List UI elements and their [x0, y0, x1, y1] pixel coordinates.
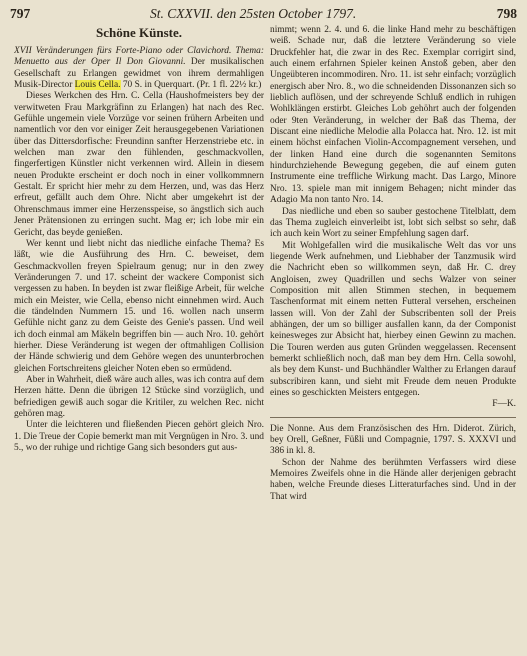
left-paragraph-2: Wer kennt und liebt nicht das niedliche einfache Thema? Es läßt, wie die Ausführung des Hrn. C. beweiset, dem Geschmackvollen freyen Spielraum genug; nur in den zwey Veränderungen 7. und 17. scheint der wackere Componist sich vergessen zu haben. In beyden ist zwar fleißige Arbeit, für welche mich ein Meister, wie Cella, ebenso nicht einnehmen wird. Auch die tändelnden Nummern 15. und 16. wollen nach unserm Gefühle nicht ganz zu dem Geiste des Genie's passen. Und weil ich doch einmal am Mäkeln begriffen bin — auch Nro. 10. gehört hierher. Diese Veränderung ist wegen der oftmahligen Collision der Hände schwierig und dem Gehöre wegen des ununterbrochen gleichen Fortschreitens gleicher Noten eben so ermüdend.: [14, 238, 264, 374]
right-paragraph-6: Schon der Nahme des berühmten Verfassers wird diese Memoires Zweifels ohne in die Hände aller derjenigen gebracht haben, welche Freunde dieses Litteraturfaches sind. Und in der That wird: [270, 457, 516, 502]
right-paragraph-5: Die Nonne. Aus dem Französischen des Hrn. Diderot. Zürich, bey Orell, Geßner, Füßli und Compagnie, 1797. S. XXXVI und 386 in kl. 8.: [270, 423, 516, 457]
divider: [270, 417, 516, 418]
intro-text-b: 70 S. in Querquart. (Pr. 1 fl. 22½ kr.): [120, 80, 262, 91]
right-paragraph-3: Mit Wohlgefallen wird die musikalische Welt das vor uns liegende Werk aufnehmen, und Liebhaber der Tanzmusik wird die Nachricht eben so willkommen seyn, daß Hr. C. drey Angloisen, zwey Quadrillen und sechs Walzer von seiner Composition mit allen Stimmen stechen, in bequemem Taschenformat mit einem netten Futteral versehen, erscheinen lassen will. Von der Zahl der Subscribenten soll der Preis abhängen, der um so billiger ausfallen kann, da der Componist keinesweges zur Absicht hat, hierbey einen Gewinn zu machen. Die Touren werden aus guten Gründen weggelassen. Recensent bemerkt schließlich noch, daß man bey dem Hrn. Cella sowohl, als bey dem Kunst- und Buchhändler Walther zu Erlangen darauf subscribiren kann, und sieht mit Freude dem neuen Produkte eines so geschickten Meisters entgegen.: [270, 240, 516, 398]
intro-text-a: Der musikalischen Gesellschaft zu Erlangen gewidmet von ihrem dermahligen Musik-Director: [14, 57, 264, 91]
left-paragraph-4: Unter die leichteren und fließenden Piecen gehört gleich Nro. 1. Die Treue der Copie bemerkt man mit Vergnügen in Nro. 3. und 5., wo der ruhige und richtige Gang sich besonders gut aus-: [14, 420, 264, 454]
section-title: Schöne Künste.: [96, 25, 182, 40]
page-number-left: 797: [10, 6, 31, 21]
review-heading: [14, 46, 264, 91]
page-header: [10, 6, 517, 24]
reviewer-signature: F—K.: [492, 399, 516, 410]
left-paragraph-3: Aber in Wahrheit, dieß wäre auch alles, was ich contra auf dem Herzen hätte. Denn die übrigen 12 Stücke sind vorzüglich, und befriedigen gewiß auch sogar die Kritiler, zu welchen Rec. nicht gehören mag.: [14, 374, 264, 419]
highlighted-name: Louis Cella.: [74, 80, 121, 91]
entry-head: XVII Veränderungen fürs Forte-Piano oder Clavichord. Thema: Menuetto aus der Oper Il Don Giovanni.: [14, 46, 264, 68]
page-number-right: 798: [496, 6, 517, 21]
left-column: [14, 25, 264, 650]
running-title: St. CXXVII. den 25sten October 1797.: [150, 6, 357, 21]
left-paragraph-1: Dieses Werkchen des Hrn. C. Cella (Haushofmeisters bey der verwitweten Frau Markgräfinn zu Erlangen) hat nach des Rec. Gefühle ungemein viele Vorzüge vor seinen frühern Arbeiten und namentlich vor den vor einiger Zeit herausgegebenen Variationen über das Dittersdorfische: Freundinn sanfter Herzenstriebe etc. in welchen man zwar den fühlenden, geschmackvollen, fingerfertigen Künstler nicht verkennen wird. Allein in diesem neuen Produkte erscheint er doch noch in einer vollkommnern Gestalt. Er spricht hier mehr zu dem Herzen, und, was das Herz erfreut, gefällt auch dem Ohre. Nicht aber umgekehrt ist der Ohrenschmaus immer eine Herzensspeise, so ängstlich sich auch Jener Prätensionen zu erringen sucht. Mag er; ich lobe mir ein Gericht, das beyde genießen.: [14, 91, 264, 238]
right-paragraph-2: Das niedliche und eben so sauber gestochene Titelblatt, dem das Thema zugleich einverleibt ist, lobt sich selbst so sehr, daß ich auch kein Wort zu seiner Empfehlung sagen darf.: [270, 206, 516, 240]
right-paragraph-1: nimmt; wenn 2. 4. und 6. die linke Hand mehr zu beschäftigen weiß. Schade nur, daß die letztere Veränderung so viele Druckfehler hat, die zwar in des Rec. Exemplar corrigirt sind, auch einem erfahrnen Spieler keinen Anstoß geben, aber den Ungeübteren incommodiren. Nro. 11. ist sehr einfach; vorzüglich energisch aber Nro. 8., wo die schneidenden Dissonanzen sich so lieblich auflösen, und der schreyende Schluß endlich in ruhigen Wohlklängen erstirbt. Gleiches Lob gehöhrt auch der folgenden oder 9ten Veränderung, in welcher der Baß das Thema, der Discant eine niedliche Melodie alla Polacca hat. Nro. 12. ist mit einem höchst einfachen Violin-Accompagnement versehen, und der linken Hand eine durch die sogenannten Semitons hindurchziehende Bewegung gegeben, die auf einem guten Instrumente eine treffliche Wirkung macht. Das Largo, Minore Nro. 13. spiele man mit innigem Behagen; nicht minder das Adagio Ma non tanto Nro. 14.: [270, 25, 516, 206]
right-column: [270, 25, 516, 650]
